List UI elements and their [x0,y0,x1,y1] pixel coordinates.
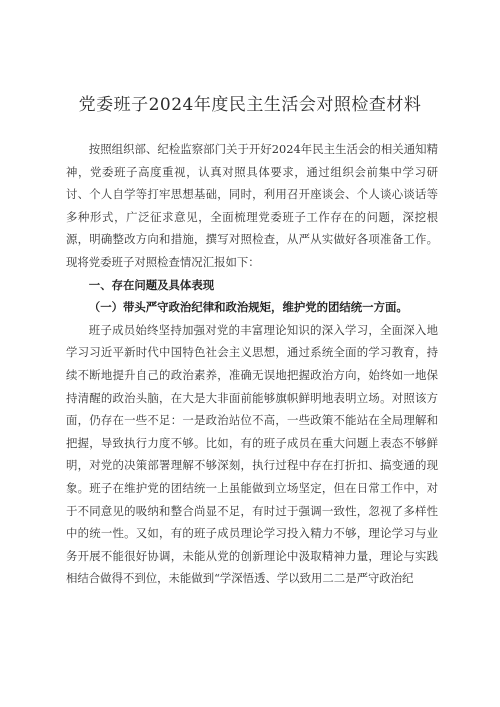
document-title: 党委班子2024年度民主生活会对照检查材料 [78,95,422,115]
section-heading: 一、存在问题及具体表现 [88,277,215,292]
subsection-heading: （一）带头严守政治纪律和政治规矩，维护党的团结统一方面。 [88,300,408,315]
body-paragraph: 班子成员始终坚持加强对党的丰富理论知识的深入学习，全面深入地学习习近平新时代中国特色社会主义思想，通过系统全面的学习教育，持续不断地提升自己的政治素养，准确无误地把握政治方向，始终如一地保持清醒的政治头脑，在大是大非面前能够旗帜鲜明地表明立场。对照该方面，仍存在一些不足：一是政治站位不高，一些政策不能站在全局理解和把握，导致执行力度不够。比如，有的班子成员在重大问题上表态不够鲜明，对党的决策部署理解不够深刻，执行过程中存在打折扣、搞变通的现象。班子在维护党的团结统一上虽能做到立场坚定，但在日常工作中，对于不同意见的吸纳和整合尚显不足，有时过于强调一致性，忽视了多样性中的统一性。又如，有的班子成员理论学习投入精力不够，理论学习与业务开展不能很好协调，未能从党的创新理论中汲取精神力量，理论与实践相结合做得不到位，未能做到“学深悟透、学以致用二二是严守政治纪 [66,322,438,586]
document-body [66,138,438,590]
intro-paragraph: 按照组织部、纪检监察部门关于开好2024年民主生活会的相关通知精神，党委班子高度重视，认真对照具体要求，通过组织会前集中学习研讨、个人自学等打牢思想基础，同时，利用召开座谈会、个人谈心谈话等多种形式，广泛征求意见，全面梳理党委班子工作存在的问题，深挖根源，明确整改方向和措施，撰写对照检查，从严从实做好各项准备工作。现将党委班子对照检查情况汇报如下： [66,142,438,269]
